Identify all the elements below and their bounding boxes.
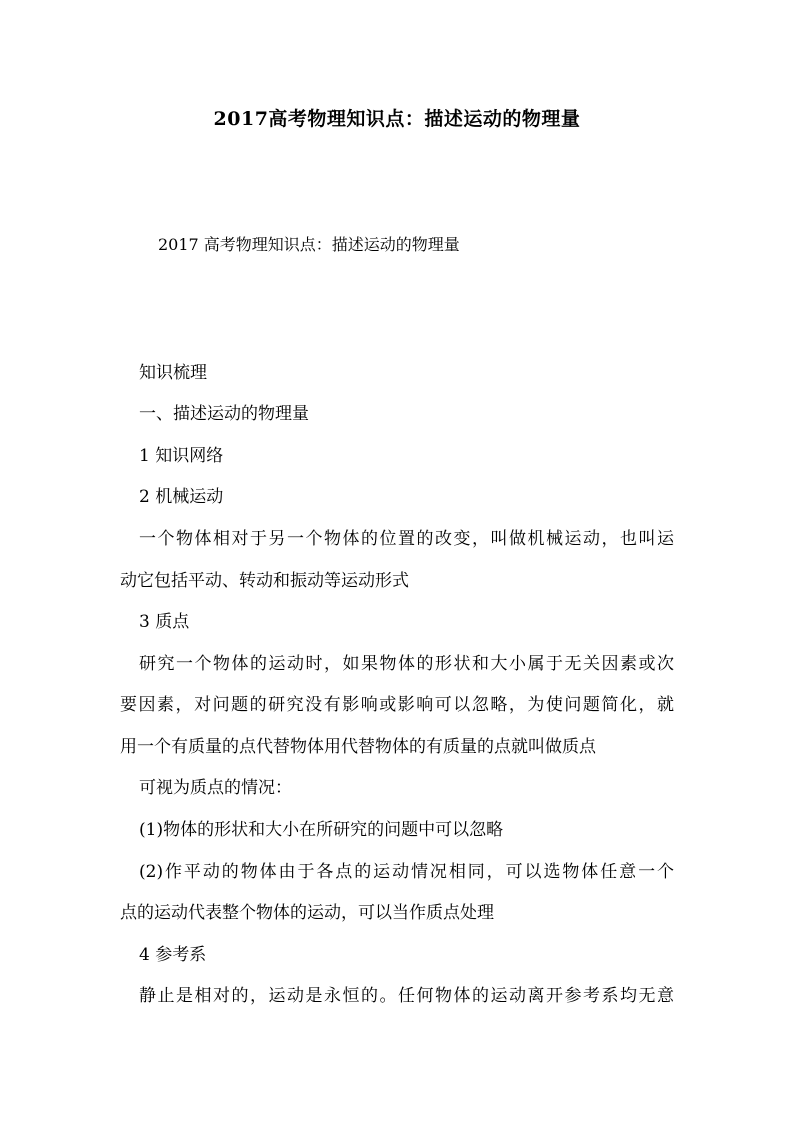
paragraph-line: 点的运动代表整个物体的运动，可以当作质点处理: [120, 903, 494, 923]
section-heading: 一、描述运动的物理量: [139, 404, 309, 424]
subsection-heading: 3 质点: [139, 612, 190, 632]
paragraph-line: 一个物体相对于另一个物体的位置的改变，叫做机械运动，也叫运: [139, 529, 674, 549]
paragraph-line: 动它包括平动、转动和振动等运动形式: [120, 571, 409, 591]
subsection-heading: 2 机械运动: [139, 487, 224, 507]
page-subtitle: 2017 高考物理知识点：描述运动的物理量: [158, 235, 460, 254]
list-item: (2)作平动的物体由于各点的运动情况相同，可以选物体任意一个: [139, 862, 674, 882]
paragraph-line: 静止是相对的，运动是永恒的。任何物体的运动离开参考系均无意: [139, 986, 674, 1006]
paragraph-line: 可视为质点的情况：: [139, 778, 292, 798]
paragraph-line: 用一个有质量的点代替物体用代替物体的有质量的点就叫做质点: [120, 737, 596, 757]
subsection-heading: 4 参考系: [139, 945, 207, 965]
page-title: 2017高考物理知识点：描述运动的物理量: [213, 108, 581, 130]
section-heading: 知识梳理: [139, 363, 207, 383]
subsection-heading: 1 知识网络: [139, 446, 224, 466]
paragraph-line: 研究一个物体的运动时，如果物体的形状和大小属于无关因素或次: [139, 654, 674, 674]
list-item: (1)物体的形状和大小在所研究的问题中可以忽略: [139, 820, 504, 840]
paragraph-line: 要因素，对问题的研究没有影响或影响可以忽略，为使问题简化，就: [120, 695, 674, 715]
